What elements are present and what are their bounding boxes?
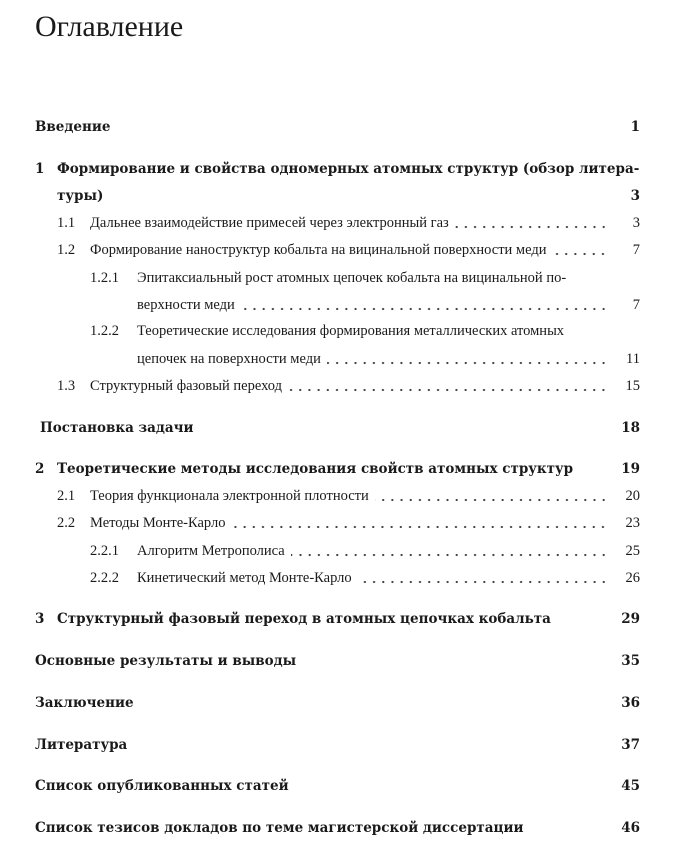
- toc-page: 7: [632, 242, 640, 258]
- toc-number: 2: [35, 461, 45, 477]
- toc-entry-conclusion[interactable]: [35, 693, 640, 713]
- toc-entry-ch3[interactable]: [35, 609, 640, 629]
- toc-page: 29: [621, 611, 640, 627]
- toc-page: 15: [625, 378, 640, 394]
- toc-number: 1.2.2: [90, 323, 119, 339]
- toc-number: 2.2: [57, 515, 76, 531]
- toc-title: Формирование наноструктур кобальта на вицинальной поверхности меди: [90, 242, 547, 258]
- dot-leader: [291, 547, 608, 557]
- toc-title: Алгоритм Метрополиса: [137, 543, 285, 559]
- toc-title: Теоретические исследования формирования металлических атомных: [137, 323, 565, 339]
- toc-number: 2.2.2: [90, 570, 119, 586]
- toc-title: Литература: [35, 737, 128, 753]
- toc-title: Список тезисов докладов по теме магистерской диссертации: [35, 820, 524, 836]
- toc-page: 26: [625, 570, 640, 586]
- toc-entry-2-2[interactable]: [57, 513, 640, 533]
- toc-title: Кинетический метод Монте-Карло: [137, 570, 352, 586]
- toc-entry-2-1[interactable]: [57, 486, 640, 506]
- page-title: Оглавление: [35, 10, 184, 43]
- toc-title: Дальнее взаимодействие примесей через электронный газ: [90, 215, 449, 231]
- toc-number: 1.3: [57, 378, 76, 394]
- toc-title: цепочек на поверхности меди: [137, 351, 321, 367]
- toc-title: туры): [57, 188, 104, 204]
- toc-entry-ch1[interactable]: [35, 159, 640, 179]
- dot-leader: [375, 492, 608, 502]
- toc-entry-1-3[interactable]: [57, 376, 640, 396]
- toc-entry-1-2[interactable]: [57, 240, 640, 260]
- toc-page: 1: [630, 119, 640, 135]
- toc-number: 1.1: [57, 215, 76, 231]
- toc-page: 3: [632, 215, 640, 231]
- dot-leader: [358, 574, 608, 584]
- toc-entry-articles[interactable]: [35, 776, 640, 796]
- toc-title: Теоретические методы исследования свойств атомных структур: [57, 461, 574, 477]
- toc-title: Теория функционала электронной плотности: [90, 488, 369, 504]
- toc-page: 23: [625, 515, 640, 531]
- toc-title: Введение: [35, 119, 111, 135]
- dot-leader: [327, 355, 608, 365]
- toc-number: 1.2.1: [90, 270, 119, 286]
- toc-page: 37: [621, 737, 640, 753]
- toc-page: 45: [621, 778, 640, 794]
- toc-number: 1: [35, 161, 45, 177]
- toc-page: 11: [626, 351, 640, 367]
- toc-title: Эпитаксиальный рост атомных цепочек кобальта на вицинальной по-: [137, 270, 567, 286]
- toc-page: 19: [621, 461, 640, 477]
- toc-title: Формирование и свойства одномерных атомных структур (обзор литера-: [57, 161, 640, 177]
- dot-leader: [241, 301, 608, 311]
- toc-page: 25: [625, 543, 640, 559]
- toc-page: 20: [625, 488, 640, 504]
- dot-leader: [552, 246, 608, 256]
- dot-leader: [288, 382, 608, 392]
- toc-entry-ch1-cont[interactable]: [57, 186, 640, 206]
- toc-title: Постановка задачи: [40, 420, 194, 436]
- toc-entry-theses[interactable]: [35, 818, 640, 838]
- toc-entry-results[interactable]: [35, 651, 640, 671]
- toc-page: 3: [630, 188, 640, 204]
- toc-entry-1-2-2[interactable]: [90, 321, 640, 341]
- toc-number: 2.2.1: [90, 543, 119, 559]
- toc-title: Список опубликованных статей: [35, 778, 289, 794]
- dot-leader: [455, 219, 608, 229]
- toc-entry-1-1[interactable]: [57, 213, 640, 233]
- toc-title: Основные результаты и выводы: [35, 653, 297, 669]
- toc-entry-2-2-2[interactable]: [90, 568, 640, 588]
- toc-entry-1-2-2-cont[interactable]: [137, 349, 640, 369]
- toc-title: Структурный фазовый переход в атомных цепочках кобальта: [57, 611, 551, 627]
- toc-title: Заключение: [35, 695, 134, 711]
- toc-number: 1.2: [57, 242, 76, 258]
- toc-entry-1-2-1-cont[interactable]: [137, 295, 640, 315]
- toc-page: 36: [621, 695, 640, 711]
- toc-title: Структурный фазовый переход: [90, 378, 282, 394]
- toc-entry-1-2-1[interactable]: [90, 268, 640, 288]
- toc-title: Методы Монте-Карло: [90, 515, 226, 531]
- toc-number: 2.1: [57, 488, 76, 504]
- toc-entry-task[interactable]: [40, 418, 640, 438]
- toc-entry-intro[interactable]: [35, 117, 640, 137]
- toc-entry-2-2-1[interactable]: [90, 541, 640, 561]
- toc-number: 3: [35, 611, 45, 627]
- toc-title: верхности меди: [137, 297, 235, 313]
- toc-page: 35: [621, 653, 640, 669]
- toc-entry-literature[interactable]: [35, 735, 640, 755]
- dot-leader: [231, 519, 608, 529]
- toc-page: 18: [621, 420, 640, 436]
- toc-page: 7: [632, 297, 640, 313]
- toc-page: 46: [621, 820, 640, 836]
- toc-entry-ch2[interactable]: [35, 459, 640, 479]
